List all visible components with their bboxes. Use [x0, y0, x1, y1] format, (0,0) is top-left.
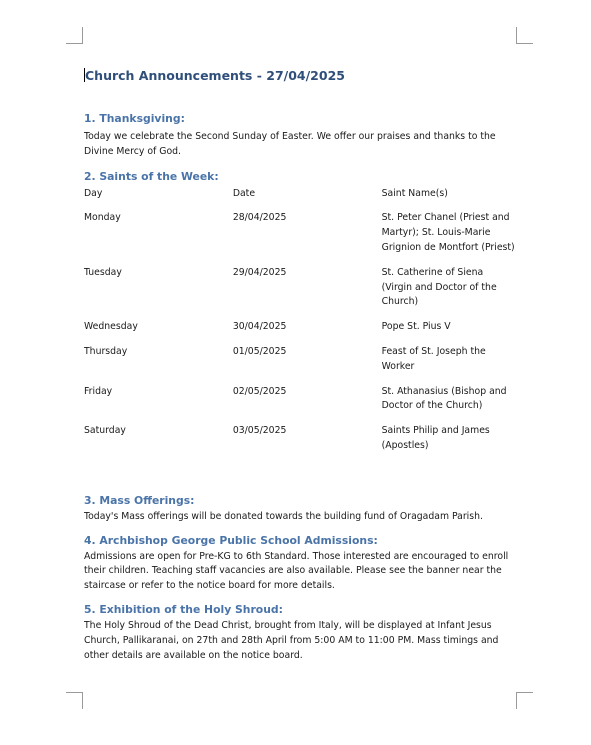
table-row	[84, 320, 516, 345]
column-header: Day	[84, 187, 103, 199]
section-thanksgiving	[84, 112, 516, 160]
column-header: Date	[232, 187, 256, 199]
cell-saint: St. Peter Chanel (Priest and Martyr); St. Louis-Marie Grignion de Montfort (Priest)	[381, 212, 515, 253]
cell-date: 02/05/2025	[232, 385, 287, 397]
cell-saint: St. Athanasius (Bishop and Doctor of the Church)	[381, 385, 507, 412]
crop-mark-top-left	[66, 27, 83, 44]
section-heading: 1. Thanksgiving:	[84, 112, 185, 125]
cell-saint: St. Catherine of Siena (Virgin and Doctor of the Church)	[381, 266, 497, 308]
section-school-admissions	[84, 534, 516, 594]
document-body[interactable]	[84, 66, 516, 663]
table-row	[84, 424, 516, 464]
cell-day: Thursday	[84, 345, 128, 357]
section-body: The Holy Shroud of the Dead Christ, brought from Italy, will be displayed at Infant Jesus Church, Pallikaranai, on 27th and 28th April from 5:00 AM to 11:00 PM. Mass timings and other details are available on the notice board.	[84, 619, 499, 661]
cell-date: 28/04/2025	[232, 212, 287, 224]
cell-date: 29/04/2025	[232, 266, 287, 278]
section-body: Admissions are open for Pre-KG to 6th Standard. Those interested are encouraged to enroll their children. Teaching staff vacancies are also available. Please see the banner near the staircase or refer to the notice board for more details.	[84, 550, 509, 592]
section-heading: 5. Exhibition of the Holy Shroud:	[84, 602, 283, 616]
crop-mark-bottom-right	[516, 692, 533, 709]
table-row	[84, 385, 516, 425]
section-saints	[84, 170, 516, 464]
column-header: Saint Name(s)	[381, 187, 448, 199]
cell-day: Tuesday	[84, 266, 122, 278]
section-body: Today's Mass offerings will be donated towards the building fund of Oragadam Parish.	[84, 510, 483, 522]
section-heading: 2. Saints of the Week:	[84, 169, 219, 183]
table-row	[84, 266, 516, 320]
cell-date: 01/05/2025	[232, 345, 287, 357]
section-heading: 4. Archbishop George Public School Admissions:	[84, 533, 378, 547]
crop-mark-bottom-left	[66, 692, 83, 709]
cell-saint: Pope St. Pius V	[381, 321, 451, 333]
cell-day: Wednesday	[84, 321, 138, 333]
section-heading: 3. Mass Offerings:	[84, 493, 195, 507]
cell-saint: Saints Philip and James (Apostles)	[381, 425, 490, 451]
table-header-row	[84, 187, 516, 212]
table-row	[84, 211, 516, 265]
section-body: Today we celebrate the Second Sunday of Easter. We offer our praises and thanks to the Divine Mercy of God.	[84, 131, 496, 157]
crop-mark-top-right	[516, 27, 533, 44]
cell-day: Friday	[84, 385, 113, 397]
cell-day: Monday	[84, 212, 121, 224]
cell-saint: Feast of St. Joseph the Worker	[381, 345, 486, 372]
document-title[interactable]	[84, 66, 516, 86]
section-mass-offerings	[84, 494, 516, 525]
cell-date: 03/05/2025	[232, 425, 287, 437]
document-title-text: Church Announcements - 27/04/2025	[85, 68, 345, 83]
section-holy-shroud	[84, 603, 516, 663]
cell-day: Saturday	[84, 425, 126, 437]
cell-date: 30/04/2025	[232, 321, 287, 333]
saints-table	[84, 187, 516, 464]
table-row	[84, 345, 516, 385]
